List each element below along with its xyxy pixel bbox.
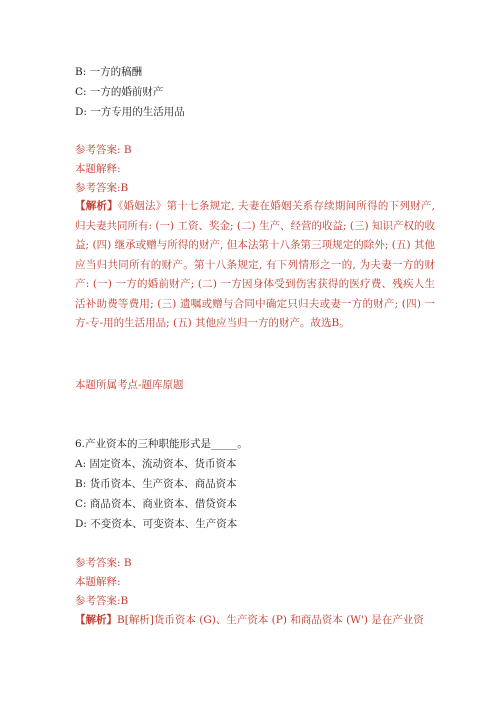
q5-analysis-tag: 【解析】	[75, 200, 119, 212]
q6-analysis-text: B[解析]货币资本 (G)、生产资本 (P) 和商品资本 (W') 是在产业资	[117, 614, 424, 626]
q6-analysis-tag: 【解析】	[75, 614, 117, 626]
q6-option-d: D: 不变资本、可变资本、生产资本	[75, 518, 238, 530]
q6-option-a: A: 固定资本、流动资本、货币资本	[75, 458, 237, 470]
q6-analysis	[75, 613, 424, 627]
q5-analysis-text: 《婚姻法》第十七条规定, 夫妻在婚姻关系存续期间所得的下列财产, 归夫妻共同所有: (一) 工资、奖金; (二) 生产、经营的收益; (三) 知识产权的收益; (四) 继承或赠与所得的财产, 但本法第十八条第三项规定的除外; (五) 其他应当归共同所有的财产。第十八条规定, 有下列情形之一的, 为夫妻一方的财产: (一) 一方的婚前财产; (二) 一方因身体受到伤害获得的医疗费、残疾人生活补助费等费用; (三) 遗嘱或赠与合同中确定只归夫或妻一方的财产; (四) 一方-专-用的生活用品; (五) 其他应当归一方的财产。故选B。	[75, 200, 435, 329]
q6-answer-label: 参考答案: B	[75, 557, 132, 569]
q5-option-d: D: 一方专用的生活用品	[75, 106, 185, 118]
q6-option-b: B: 货币资本、生产资本、商品资本	[75, 478, 237, 490]
q5-option-c: C: 一方的婚前财产	[75, 86, 164, 98]
q5-answer-label: 参考答案: B	[75, 144, 132, 156]
q5-source: 本题所属考点-题库原题	[75, 379, 184, 391]
q5-option-b: B: 一方的稿酬	[75, 66, 143, 78]
q5-analysis	[75, 197, 435, 334]
q6-answer-repeat: 参考答案:B	[75, 595, 129, 607]
q5-answer-repeat: 参考答案:B	[75, 182, 129, 194]
q6-question: 6.产业资本的三种职能形式是_____。	[75, 438, 248, 450]
q6-explain-label: 本题解释:	[75, 576, 121, 588]
q5-explain-label: 本题解释:	[75, 163, 121, 175]
q6-option-c: C: 商品资本、商业资本、借贷资本	[75, 498, 237, 510]
